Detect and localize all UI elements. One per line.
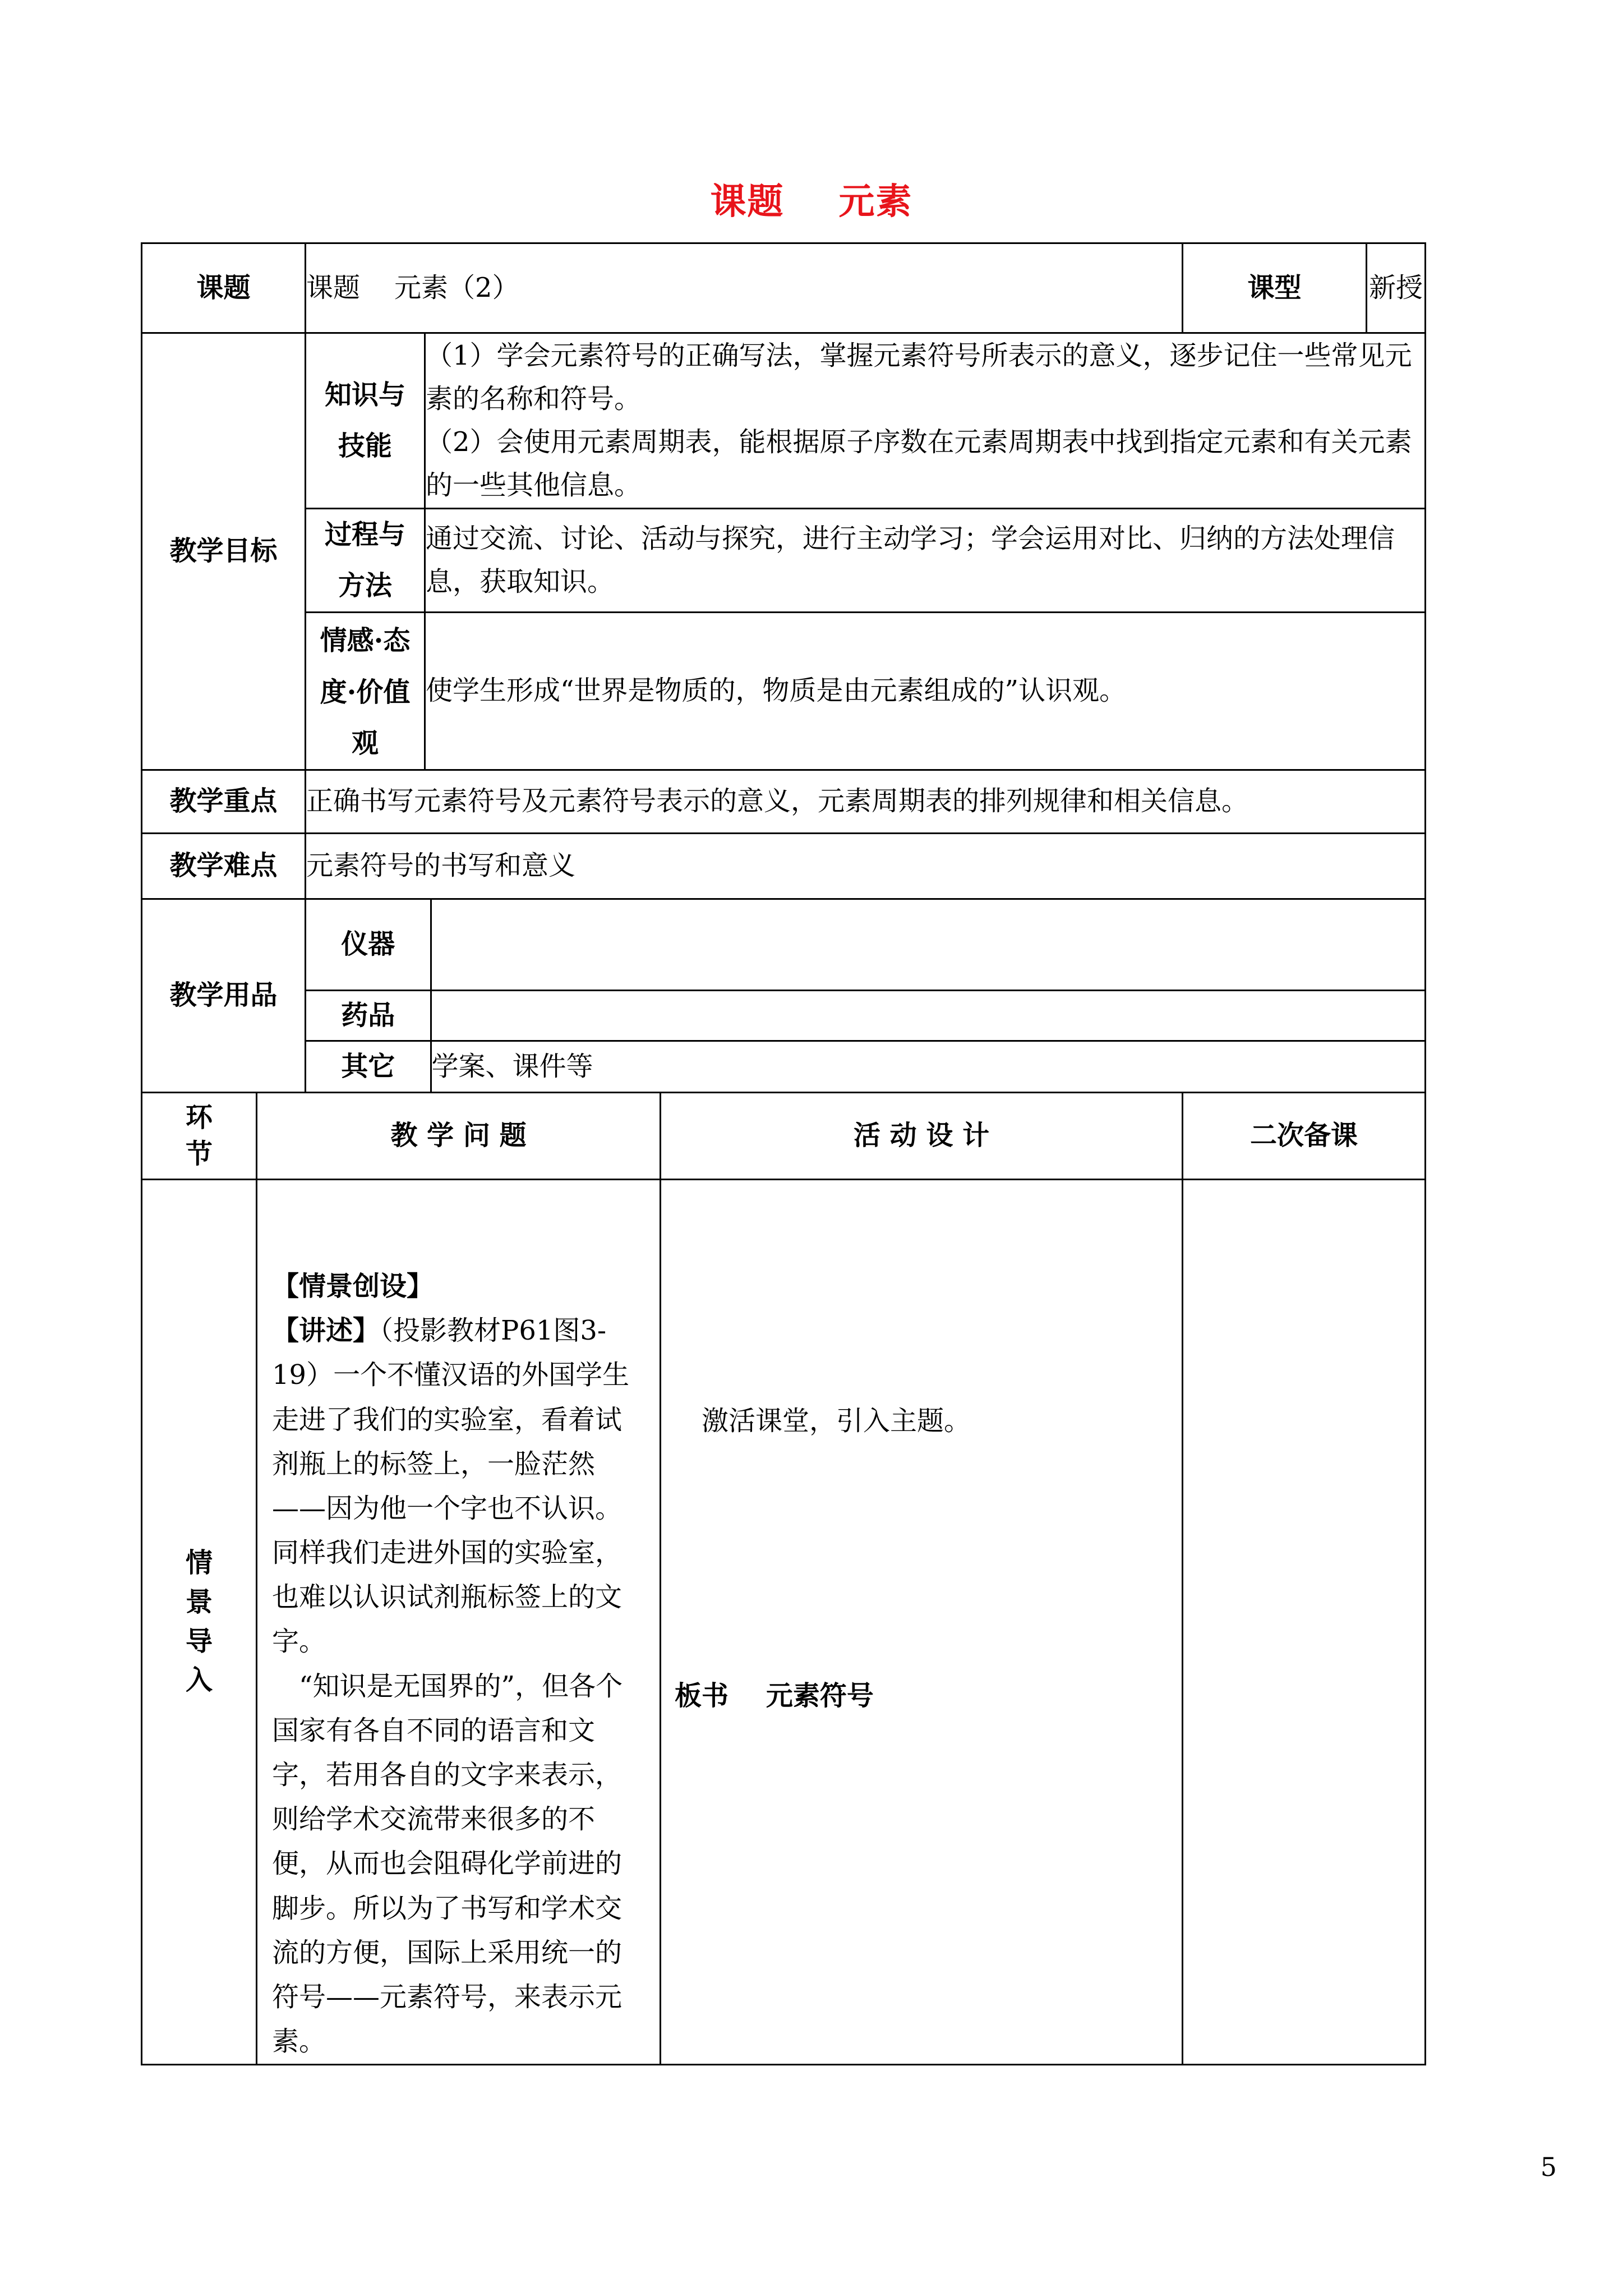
key-points-row	[142, 770, 1426, 833]
narration-paragraph	[272, 1309, 645, 1664]
stage-char-1: 情	[185, 1547, 213, 1579]
difficulties-row	[142, 833, 1426, 899]
goal-label-knowledge	[306, 333, 425, 509]
goal-label-attitude-line1: 情感·态	[320, 625, 411, 657]
materials-label-chemicals: 药品	[306, 991, 431, 1041]
topic-label: 课题	[142, 243, 306, 333]
process-content-row	[142, 1179, 1426, 2064]
goal-label-attitude-line3: 观	[352, 727, 379, 759]
goal-label-attitude	[306, 613, 425, 770]
second-prep-cell	[1183, 1179, 1426, 2064]
activity-1: 激活课堂，引入主题。	[702, 1405, 971, 1437]
materials-label-other: 其它	[306, 1041, 431, 1092]
process-header-second: 二次备课	[1183, 1092, 1426, 1179]
section-title: 【情景创设】	[272, 1270, 434, 1302]
lesson-type-label: 课型	[1183, 243, 1367, 333]
teaching-problem-cell	[257, 1179, 661, 2064]
activity-cell	[661, 1179, 1183, 2064]
stage-char-4: 入	[185, 1664, 213, 1696]
page-title: 课题 元素	[710, 181, 913, 223]
materials-row-instruments	[306, 900, 1424, 991]
narration-text: （投影教材P61图3-19）一个不懂汉语的外国学生走进了我们的实验室，看着试剂瓶上的标签上，一脸茫然——因为他一个字也不认识。同样我们走进外国的实验室，也难以认识试剂瓶标签上的文字。	[272, 1315, 630, 1658]
materials-row	[142, 899, 1426, 1092]
materials-row-chemicals	[306, 991, 1424, 1041]
goal-label-process-line2: 方法	[338, 570, 393, 602]
stage-char-3: 导	[185, 1625, 213, 1657]
lesson-plan-table	[141, 242, 1426, 2065]
goals-label: 教学目标	[142, 333, 306, 770]
goal-knowledge-item-1: （1）学会元素符号的正确写法，掌握元素符号所表示的意义，逐步记住一些常见元素的名称和符号。	[426, 340, 1412, 415]
narration-label: 【讲述】	[272, 1315, 380, 1347]
goal-label-attitude-line2: 度·价值	[320, 676, 411, 708]
materials-row-other	[306, 1041, 1424, 1092]
goal-row-knowledge	[142, 333, 1426, 509]
materials-label-instruments: 仪器	[306, 900, 431, 991]
key-points-label: 教学重点	[142, 770, 306, 833]
goal-label-knowledge-line2: 技能	[338, 430, 393, 462]
lesson-type-value: 新授	[1367, 243, 1426, 333]
goal-knowledge-item-2: （2）会使用元素周期表，能根据原子序数在元素周期表中找到指定元素和有关元素的一些其他信息。	[426, 426, 1412, 501]
goal-row-process	[142, 509, 1426, 613]
difficulties-label: 教学难点	[142, 833, 306, 899]
header-row	[142, 243, 1426, 333]
stage-cell	[142, 1179, 257, 2064]
process-header-row	[142, 1092, 1426, 1179]
process-header-problem: 教 学 问 题	[257, 1092, 661, 1179]
goal-text-knowledge	[425, 333, 1426, 509]
materials-value-instruments	[431, 900, 1424, 991]
paragraph-2: “知识是无国界的”，但各个国家有各自不同的语言和文字，若用各自的文字来表示，则给学术交流带来很多的不便，从而也会阻碍化学前进的脚步。所以为了书写和学术交流的方便，国际上采用统一的符号——元素符号，来表示元素。	[272, 1670, 623, 2058]
process-header-stage	[142, 1092, 257, 1179]
materials-value-other: 学案、课件等	[431, 1041, 1424, 1092]
process-header-stage-line2: 节	[185, 1138, 213, 1170]
stage-char-2: 景	[185, 1586, 213, 1618]
process-header-stage-line1: 环	[185, 1102, 213, 1134]
goal-text-process: 通过交流、讨论、活动与探究，进行主动学习；学会运用对比、归纳的方法处理信息，获取知识。	[425, 509, 1426, 613]
activity-2: 板书 元素符号	[675, 1680, 874, 1711]
goal-row-attitude	[142, 613, 1426, 770]
goal-label-knowledge-line1: 知识与	[325, 379, 406, 411]
page-number: 5	[1540, 2152, 1557, 2182]
materials-cell	[306, 899, 1426, 1092]
process-header-activity: 活 动 设 计	[661, 1092, 1183, 1179]
goal-text-attitude: 使学生形成“世界是物质的，物质是由元素组成的”认识观。	[425, 613, 1426, 770]
goal-label-process-line1: 过程与	[325, 519, 406, 550]
materials-label: 教学用品	[142, 899, 306, 1092]
materials-value-chemicals	[431, 991, 1424, 1041]
materials-table	[306, 900, 1424, 1092]
goal-label-process	[306, 509, 425, 613]
difficulties-text: 元素符号的书写和意义	[306, 833, 1426, 899]
topic-value: 课题 元素（2）	[306, 243, 1183, 333]
key-points-text: 正确书写元素符号及元素符号表示的意义，元素周期表的排列规律和相关信息。	[306, 770, 1426, 833]
